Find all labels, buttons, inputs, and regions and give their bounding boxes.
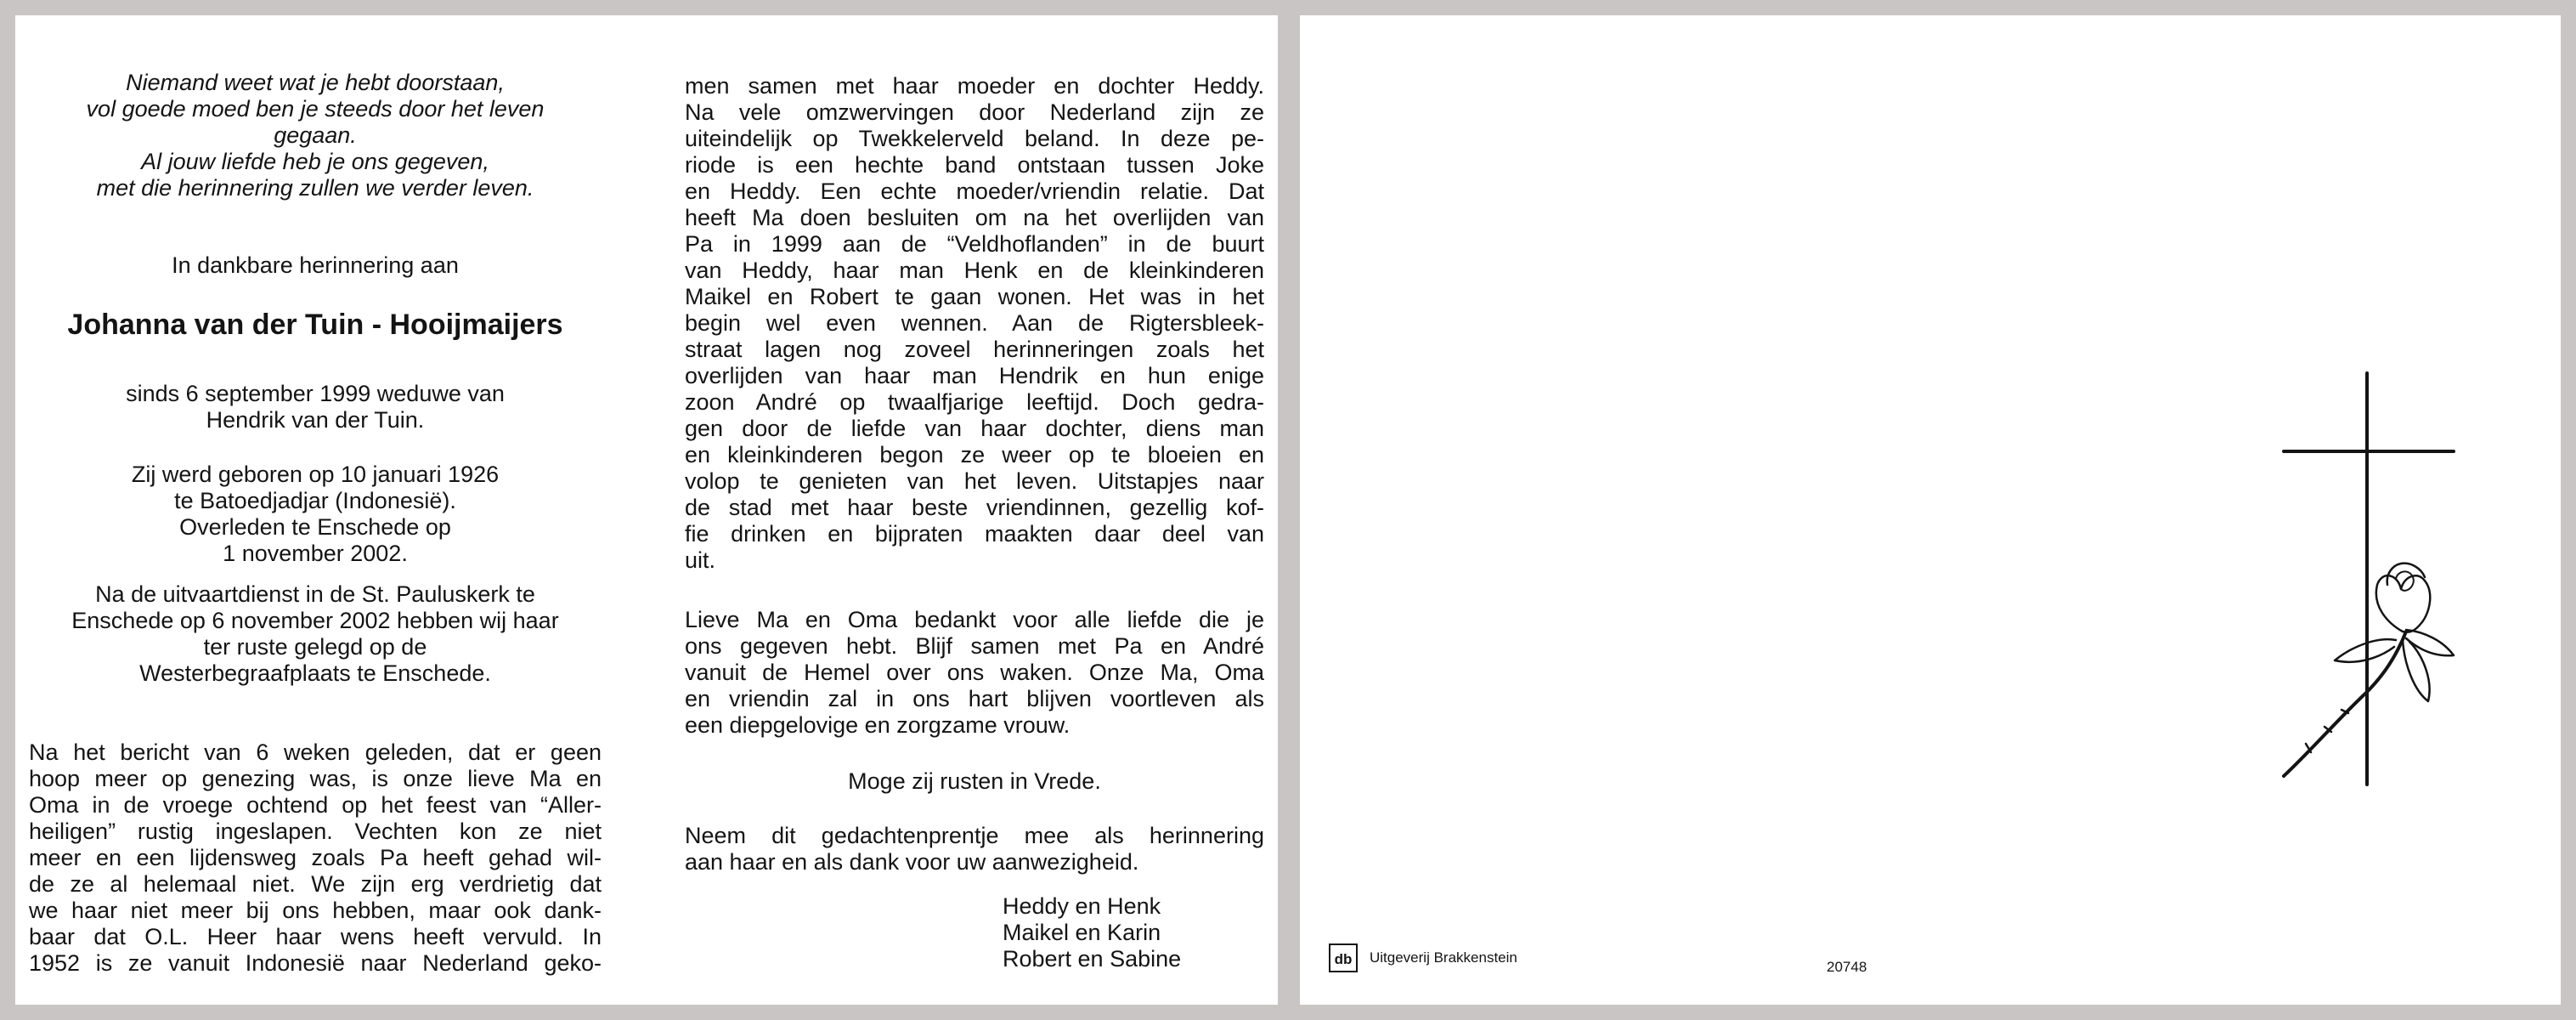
rose-leaf-lower (2403, 640, 2430, 701)
poem-line: Al jouw liefde heb je ons gegeven, (141, 149, 489, 174)
story-line: overlijden van haar man Hendrik en hun enige (685, 363, 1264, 388)
rose-petal (2387, 564, 2425, 585)
poem-line: vol goede moed ben je steeds door het leven (86, 96, 545, 122)
keepsake-note (685, 823, 1264, 876)
text-line: 1 november 2002. (223, 541, 408, 566)
story-line: de stad met haar beste vriendinnen, gezellig kof- (685, 495, 1264, 520)
left-card-page (15, 15, 1278, 1005)
story-line: van Heddy, haar man Henk en de kleinkinderen (685, 258, 1264, 283)
text-line: sinds 6 september 1999 weduwe van (126, 381, 505, 406)
funeral-statement (29, 581, 602, 687)
thanks-line: Lieve Ma en Oma bedankt voor alle liefde die je (685, 607, 1264, 632)
story-line: zoon André op twaalfjarige leeftijd. Doch gedra- (685, 389, 1264, 415)
story-line: Na het bericht van 6 weken geleden, dat er geen (29, 740, 602, 765)
signature-line: Maikel en Karin (1003, 920, 1161, 945)
story-line: men samen met haar moeder en dochter Heddy. (685, 73, 1264, 99)
story-line: heeft Ma doen besluiten om na het overlijden van (685, 205, 1264, 230)
story-line: Pa in 1999 aan de “Veldhoflanden” in de buurt (685, 231, 1264, 257)
thanks-paragraph (685, 607, 1264, 739)
story-line: Maikel en Robert te gaan wonen. Het was in het (685, 284, 1264, 309)
story-part-2 (685, 73, 1264, 574)
publisher-logo-text: db (1334, 951, 1353, 967)
story-line: fie drinken en bijpraten maakten daar deel van (685, 521, 1264, 547)
poem-line: gegaan. (274, 122, 357, 148)
story-line: we haar niet meer bij ons hebben, maar ook dank- (29, 898, 602, 923)
keepsake-line: aan haar en als dank voor uw aanwezigheid. (685, 849, 1139, 875)
thanks-line: vanuit de Hemel over ons waken. Onze Ma, Oma (685, 660, 1264, 685)
text-line: Overleden te Enschede op (179, 514, 451, 540)
story-part-1 (29, 740, 602, 977)
story-line: straat lagen nog zoveel herinneringen zoals het (685, 337, 1264, 362)
story-line: meer en een lijdensweg zoals Pa heeft gehad wil- (29, 845, 602, 870)
thanks-line: een diepgelovige en zorgzame vrouw. (685, 712, 1071, 738)
story-line: gen door de liefde van haar dochter, diens man (685, 416, 1264, 441)
widow-statement (29, 381, 602, 434)
deceased-name: Johanna van der Tuin - Hooijmaijers (67, 309, 563, 341)
thanks-line: en vriendin zal in ons hart blijven voortleven als (685, 686, 1264, 711)
text-line: Zij werd geboren op 10 januari 1926 (131, 462, 500, 487)
text-line: Enschede op 6 november 2002 hebben wij haar (71, 608, 559, 633)
right-card-page (1300, 15, 2561, 1005)
rose-leaf-right (2406, 630, 2454, 655)
memorial-intro: In dankbare herinnering aan (172, 252, 459, 278)
keepsake-line: Neem dit gedachtenprentje mee als herinnering (685, 823, 1264, 848)
story-line: 1952 is ze vanuit Indonesië naar Nederland geko- (29, 950, 602, 976)
publisher-logo (1329, 944, 1358, 972)
story-line: hoop meer op genezing was, is onze lieve Ma en (29, 766, 602, 791)
cross-rose-drawing (2260, 351, 2455, 793)
story-line: uiteindelijk op Twekkelerveld beland. In deze pe- (685, 126, 1264, 151)
poem-line: Niemand weet wat je hebt doorstaan, (126, 70, 505, 95)
cross-with-rose-illustration (2260, 351, 2455, 793)
poem-line: met die herinnering zullen we verder leven. (96, 175, 534, 201)
rose-bloom (2376, 575, 2430, 632)
text-line: ter ruste gelegd op de (203, 634, 427, 660)
signatures (1003, 893, 1181, 972)
story-line: uit. (685, 547, 716, 573)
story-line: begin wel even wennen. Aan de Rigtersbleek- (685, 310, 1264, 336)
signature-line: Robert en Sabine (1003, 946, 1182, 972)
story-line: heiligen” rustig ingeslapen. Vechten kon ze niet (29, 819, 602, 844)
text-line: te Batoedjadjar (Indonesië). (174, 488, 456, 513)
story-line: de ze al helemaal niet. We zijn erg verdrietig dat (29, 871, 602, 897)
birth-death-statement (29, 462, 602, 567)
publisher-credit (1329, 944, 1517, 972)
story-line: Na vele omzwervingen door Nederland zijn ze (685, 99, 1264, 125)
story-line: riode is een hechte band ontstaan tussen Joke (685, 152, 1264, 178)
print-code: 20748 (1827, 959, 1867, 975)
story-line: baar dat O.L. Heer haar wens heeft vervuld. In (29, 924, 602, 949)
text-line: Na de uitvaartdienst in de St. Pauluskerk te (95, 581, 535, 607)
publisher-name: Uitgeverij Brakkenstein (1370, 949, 1517, 966)
signature-line: Heddy en Henk (1003, 893, 1161, 919)
story-line: en kleinkinderen begon ze weer op te bloeien en (685, 442, 1264, 468)
thanks-line: ons gegeven hebt. Blijf samen met Pa en André (685, 633, 1264, 659)
story-line: Oma in de vroege ochtend op het feest van “Aller- (29, 792, 602, 818)
text-line: Westerbegraafplaats te Enschede. (139, 660, 491, 686)
text-line: Hendrik van der Tuin. (206, 407, 425, 433)
story-line: volop te genieten van het leven. Uitstapjes naar (685, 468, 1264, 494)
poem (29, 70, 602, 201)
story-line: en Heddy. Een echte moeder/vriendin relatie. Dat (685, 178, 1264, 204)
rest-in-peace: Moge zij rusten in Vrede. (848, 768, 1101, 794)
